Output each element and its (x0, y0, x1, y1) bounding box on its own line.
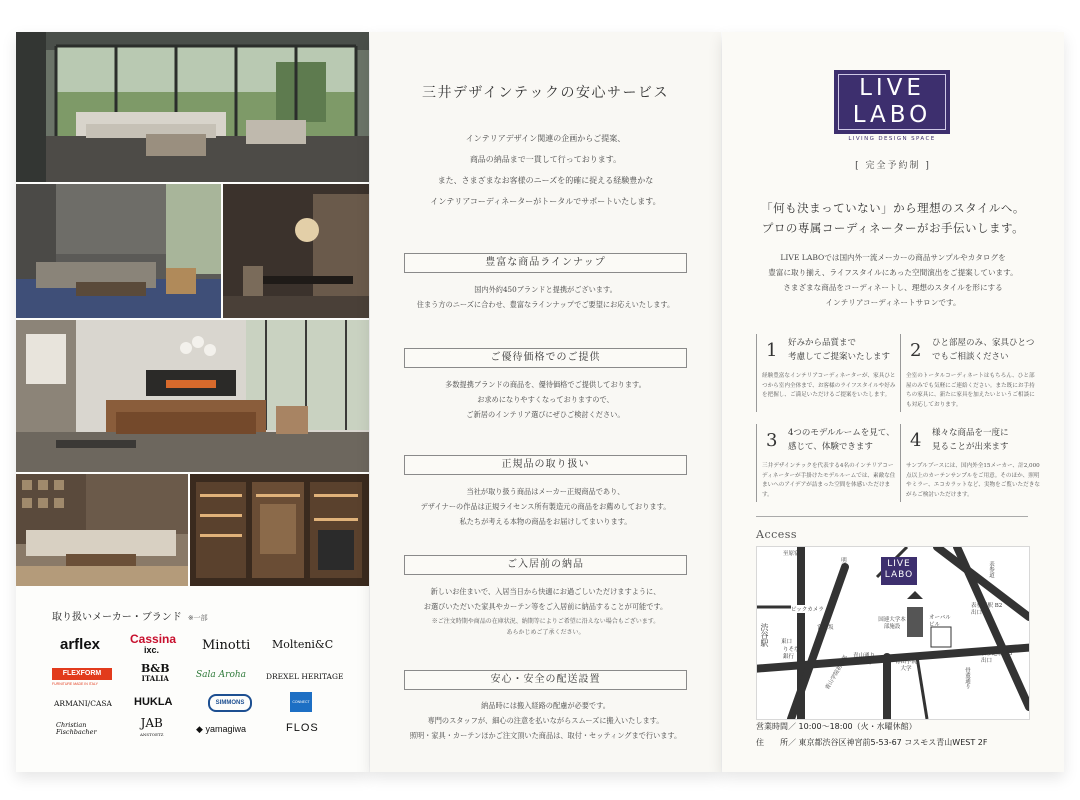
salon-intro: LIVE LABOでは国内外一流メーカーの商品サンプルやカタログを 豊富に取り揃え、ライフスタイルにあった空間演出をご提案しています。 さまざまな商品をコーディネートし、理想のスタイルを形にする インテリアコーディネートサロンです。 (768, 253, 1018, 307)
reservation-note: [ 完全予約制 ] (855, 161, 931, 171)
logo-tagline: LIVING DESIGN SPACE (848, 136, 936, 142)
living-room-photo-4 (16, 474, 188, 586)
opening-hours: 営業時間／ 10:00〜18:00（火・水曜休館） (756, 722, 917, 731)
map-label-bank: りそな銀行 (783, 647, 800, 660)
catch-line-1: 「何も決まっていない」から理想のスタイルへ。 (761, 201, 1025, 215)
brand-logo-bb: B&B ITALIA (141, 662, 170, 683)
section-heading-price: ご優待価格でのご提供 (404, 348, 687, 368)
map-label-harajuku: 至原宿 (783, 551, 800, 557)
access-label: Access (756, 528, 798, 541)
section-heading-genuine: 正規品の取り扱い (404, 455, 687, 475)
brand-logo-sala: Sala Aroha (196, 670, 247, 680)
living-room-photo-1 (16, 32, 369, 182)
address: 住 所／ 東京都渋谷区神宮前5-53-67 コスモス青山WEST 2F (756, 738, 988, 747)
brand-logo-hukla: HUKLA (134, 696, 173, 708)
map-label-un-university: 国連大学本部施設 (878, 617, 906, 630)
brand-logo-simmons: SIMMONS (208, 694, 252, 712)
section-heading-delivery: ご入居前の納品 (404, 555, 687, 575)
brand-logo-flos: FLOS (286, 722, 319, 734)
living-room-photo-3 (16, 320, 369, 472)
section-heading-lineup: 豊富な商品ラインナップ (404, 253, 687, 273)
services-intro: インテリアデザイン関連の企画からご提案、 商品の納品まで一貫して行っております。 また、さまざまなお客様のニーズを的確に捉える経験豊かな インテリアコーディネーターがトータルでサポートいたします。 (430, 134, 661, 206)
map-label-meiji-dori: 明治通り (840, 557, 846, 579)
section-text-delivery: 新しいお住まいで、入居当日から快適にお過ごしいただけますように、 お選びいただいた家具やカーテン等をご入居前に納品することが可能です。 ※ご注文時期や商品の在庫状況、納期等によりご希望に沿えない場合もございます。 あらかじめご了承ください。 (423, 587, 668, 636)
map-label-aoyama-gakuin: 青山学院大学 (894, 659, 917, 672)
brand-logo-molteni: Molteni&C (272, 638, 334, 651)
brand-logo-drexel: DREXEL HERITAGE (266, 672, 344, 681)
map-label-kotto-dori: 骨董通り (964, 667, 970, 689)
map-label-exit-b2: 表参道駅 B2出口 (971, 603, 1003, 616)
map-logo: LIVE LABO (881, 557, 917, 585)
brand-logo-fischbacher: Christian Fischbacher (56, 721, 97, 736)
brand-logo-minotti: Minotti (202, 638, 251, 653)
brand-logo-flexform-sub: FURNITURE MADE IN ITALY (52, 682, 98, 686)
map-label-camera: ビックカメラ (791, 607, 824, 613)
map-label-school: 青山学院初等部 (824, 654, 850, 691)
map-label-exit-b3: 表参道駅 B3出口 (981, 651, 1013, 664)
diamond-icon: ◆ (196, 724, 203, 734)
brand-logo-connect: CONNECT (290, 692, 312, 712)
section-text-price: 多数提携ブランドの商品を、優待価格でご提供しております。 お求めになりやすくなっておりますので、 ご新居のインテリア選びにぜひご検討ください。 (445, 380, 646, 419)
catch-line-2: プロの専属コーディネーターがお手伝いします。 (761, 221, 1025, 235)
section-heading-installation: 安心・安全の配送設置 (404, 670, 687, 690)
right-panel: LIVE LABO LIVING DESIGN SPACE [ 完全予約制 ] 「何も決まっていない」から理想のスタイルへ。 プロの専属コーディネーターがお手伝いします。 LIVE LABOでは国内外一流メーカーの商品サンプルやカタログを 豊富に取り揃え、ライフスタイルにあった空間演出をご提案しています。 さまざまな商品をコーディネートし、理想のスタイルを形にする インテリアコーディネートサロンです。 1 好みから品質まで 考慮してご提案いたします 経験豊富なインテリアコーディネーターが、家具ひとつから室内全体まで、お客様のライフスタイルや好みを把握し、ご満足いただけるご提案をいたします。 2 ひと部屋のみ、家具ひとつ でもご相談ください 全室のトータルコーディネートはもちろん、ひと部屋のみでも気軽にご連絡ください。また既にお手持ちの家具に、新たに家具を加えたいというご相談にも対応しております。 3 4つのモデルルームを見て、 感じて、体験できます 三井デザインテックを代表する4名のインテリアコーディネーターが手掛けたモデルルームでは、素敵な住まいへのアイデアが詰まった空間を体感いただけます。 4 様々な商品を一度に 見ることが出来ます サンプルブースには、国内外全15メーカー、計2,000点以上のカーテンサンプルをご用意。そのほか、照明やミラー、エコカラットなど、実物をご覧いただきながらご検討いただけます。 Access LIVE LABO 渋谷駅 至原宿 ビックカメラ 宮益坂 東口 りそな銀行 青山通り (246) 国連大学本部施設 オーバルビル 青山学院大学 表参道駅 B2出口 表参道駅 B3出口 表参道 骨董通り 明治通り 青山学院初等部 営業時間／ 10:00〜18:00（火・水曜休館） 住 所／ 東京都渋谷区神宮前5-53-67 コスモス青山WEST 2F (722, 32, 1064, 772)
brand-logo-cassina: Cassina ixc. (130, 632, 177, 655)
brand-logo-flexform: FLEXFORM (52, 668, 112, 680)
section-text-installation: 納品時には搬入経路の配慮が必要です。 専門のスタッフが、細心の注意を払いながらスムーズに搬入いたします。 照明・家具・カーテンほかご注文頂いた商品は、取付・セッティングまで行います。 (409, 701, 682, 740)
live-labo-logo: LIVE LABO (834, 70, 950, 134)
section-text-lineup: 国内外約450ブランドと提携がございます。 住まう方のニーズに合わせ、豊富なラインナップでご要望にお応えいたします。 (416, 285, 675, 309)
dining-room-photo (223, 184, 369, 318)
section-text-genuine: 当社が取り扱う商品はメーカー正規商品であり、 デザイナーの作品は正規ライセンス所有製造元の商品をお薦めしております。 私たちが考える本物の商品をお届けしてまいります。 (420, 487, 671, 526)
services-title: 三井デザインテックの安心サービス (421, 85, 670, 101)
map-label-omotesando: 表参道 (988, 561, 994, 578)
access-map (756, 546, 1030, 720)
map-label-aoyama-dori: 青山通り (246) (852, 653, 875, 666)
map-label-oval-building: オーバルビル (929, 615, 951, 628)
living-room-photo-2 (16, 184, 221, 318)
brand-logo-yamagiwa: ◆ yamagiwa (196, 724, 246, 734)
brand-logo-jab: JAB ANSTOETZ (140, 716, 164, 737)
map-label-east-exit: 東口 (781, 639, 793, 645)
map-label-station: 渋谷駅 (760, 623, 769, 647)
middle-panel (370, 32, 721, 772)
brands-title: 取り扱いメーカー・ブランド ※一部 (52, 612, 208, 623)
closet-photo (190, 474, 369, 586)
map-label-miyamasuzaka: 宮益坂 (817, 625, 834, 631)
brand-logo-arflex: arflex (60, 636, 101, 653)
left-panel (16, 32, 369, 772)
brand-logo-armani: ARMANI/CASA (54, 699, 112, 708)
